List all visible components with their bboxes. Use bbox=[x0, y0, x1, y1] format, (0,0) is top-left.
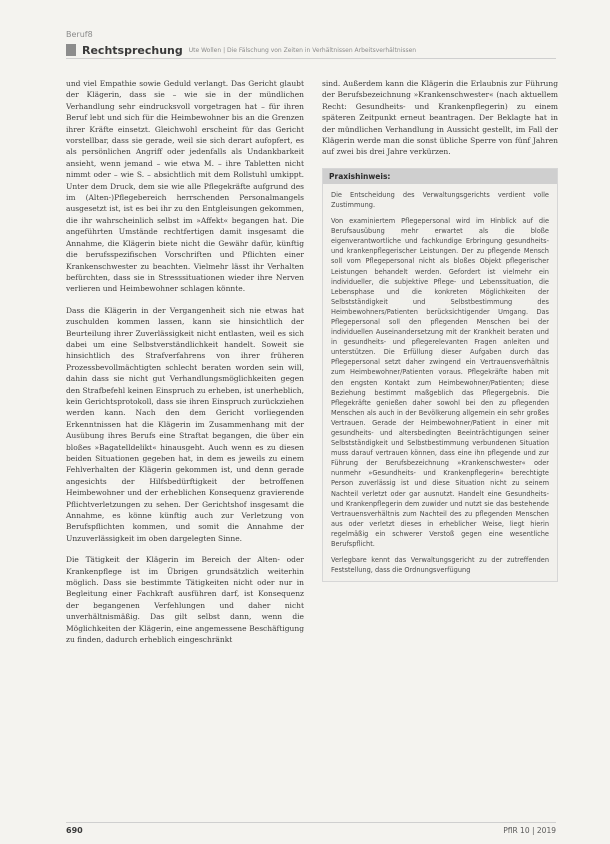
paragraph: und viel Empathie sowie Geduld verlangt. Das Gericht glaubt der Klägerin, dass sie – wie sie in der mündlichen Verhandlung sehr eindrucksvoll vorgetragen hat – für ihren Beruf lebt und sich für die Heimbewohner bis an die Grenzen ihrer Kräfte einsetzt. Gleichwohl erscheint für das Gericht vorstellbar, dass sie gerade, weil sie sich derart aufopfert, es als persönlichen Angriff oder jedenfalls als Undankbarkeit ansieht, wenn jemand – wie etwa M. – ihre Tabletten nicht nimmt oder – wie S. – absichtlich mit dem Rollstuhl umkippt. Unter dem Druck, dem sie wie alle Pflegekräfte aufgrund des im (Alten-)Pflegebereich herrschenden Personalmangels ausgesetzt ist, ist es bei ihr zu den Entgleisungen gekommen, die ihr wahrscheinlich selbst im »Affekt« begangen hat. Die angeführten Umstände rechtfertigen damit insgesamt die Annahme, die Klägerin biete nicht die Gewähr dafür, künftig die berufsspezifischen Vorschriften und Pflichten einer Krankenschwester zu beachten. Vielmehr lässt ihr Verhalten befürchten, dass sie in Stresssituationen wieder ihre Nerven verlieren und Heimbewohner schlagen könnte. bbox=[66, 79, 304, 294]
practice-note-paragraph: Von examiniertem Pflegepersonal wird im Hinblick auf die Berufsausübung mehr erwartet als die bloße eigenverantwortliche und fachkundige Erbringung gesundheits- und krankenpflegerischer Leistungen. Der zu pflegende Mensch soll vom Pflegepersonal nicht als bloßes Objekt pflegerischer Leistungen behandelt werden. Gefordert ist vielmehr ein individueller, die subjektive Pflege- und Lebenssituation, die Lebensphase und die konkreten Möglichkeiten der Selbstständigkeit und Selbstbestimmung des Heimbewohners/Patienten berücksichtigender Umgang. Das Pflegepersonal soll den pflegenden Menschen bei der individuellen Auseinandersetzung mit der Krankheit beraten und in gesundheits- und pflegerelevanten Fragen anleiten und unterstützen. Die Erfüllung dieser Aufgaben durch das Pflegepersonal setzt daher zwingend ein Vertrauensverhältnis zum Heimbewohner/Patienten voraus. Pflegekräfte haben mit den engsten Kontakt zum Heimbewohner/Patienten; diese Beziehung bestimmt maßgeblich das Pflegergebnis. Die Pflegekräfte genießen daher sowohl bei den zu pflegenden Menschen als auch in der Bevölkerung allgemein ein sehr großes Vertrauen. Gerade der Heimbewohner/Patient in einer mit gesundheits- und altersbedingten Beeinträchtigungen seiner Selbstständigkeit und Selbstbestimmung verbundenen Situation muss darauf vertrauen können, dass eine ihn pflegende und zur Führung der Berufsbezeichnung »Krankenschwester« oder nunmehr »Gesundheits- und Krankenpflegerin« berechtigte Person zuverlässig ist und diese Situation nicht zu seinem Nachteil verletzt oder gar ausnutzt. Handelt eine Gesundheits- und Krankenpflegerin dem zuwider und nutzt sie das bestehende Vertrauensverhältnis zum Nachteil des zu pflegenden Menschen aus oder verletzt dieses in erheblicher Weise, liegt hierin regelmäßig ein schwerer Verstoß gegen eine wesentliche Berufspflicht. bbox=[331, 217, 549, 549]
section-title: Rechtsprechung bbox=[82, 43, 183, 57]
paragraph: Dass die Klägerin in der Vergangenheit sich nie etwas hat zuschulden kommen lassen, kann sie hinsichtlich der Beurteilung ihrer Zuverlässigkeit nicht entlasten, weil es sich dabei um eine Selbstverständlichkeit handelt. Soweit sie hinsichtlich des Strafverfahrens von ihrer früheren Prozessbevollmächtigten schlecht beraten worden sein will, dahin dass sie nicht gut Verhandlungsmöglichkeiten gegen den Strafbefehl keinen Einspruch zu erheben, ist unerheblich, kein Gerichtsprotokoll, dass sie ihren Einspruch zurückziehen werden kann. Nach den dem Gericht vorliegenden Erkenntnissen hat die Klägerin im Zusammenhang mit der Ausübung ihres Berufs eine Straftat begangen, die über ein bloßes »Bagatelldelikt« hinausgeht. Auch wenn es zu diesen beiden Situationen gegeben hat, in dem es jeweils zu einem Fehlverhalten der Klägerin gekommen ist, und denn gerade angesichts der Hilfsbedürftigkeit der betroffenen Heimbewohner und der erheblichen Konsequenz gravierende Pflichtverletzungen zu sehen. Der Gerichtshof insgesamt die Annahme, es könne künftig auch zur Verletzung von Berufspflichten kommen, und somit die Annahme der Unzuverlässigkeit im oben dargelegten Sinne. bbox=[66, 305, 304, 543]
left-column bbox=[66, 78, 304, 656]
right-column bbox=[322, 78, 558, 582]
journal-reference: PflR 10 | 2019 bbox=[503, 826, 556, 835]
paragraph: Die Tätigkeit der Klägerin im Bereich der Alten- oder Krankenpflege ist im Übrigen grundsätzlich weiterhin möglich. Dass sie bestimmte Tätigkeiten nicht oder nur in Begleitung einer Fachkraft ausführen darf, ist Konsequenz der begangenen Verfehlungen und daher nicht unverhältnismäßig. Das gilt selbst dann, wenn die Möglichkeiten der Klägerin, eine angemessene Beschäftigung zu finden, dadurch erheblich eingeschränkt bbox=[66, 555, 304, 645]
page-header bbox=[66, 42, 556, 59]
practice-note-box bbox=[322, 168, 558, 582]
practice-note-heading: Praxishinweis: bbox=[323, 169, 557, 184]
header-subtitle: Ute Wollen | Die Fälschung von Zeiten in Verhältnissen Arbeitsverhältnissen bbox=[188, 46, 417, 54]
footer-rule bbox=[66, 822, 556, 823]
practice-note-paragraph: Die Entscheidung des Verwaltungsgerichts verdient volle Zustimmung. bbox=[331, 190, 549, 209]
page-number: 690 bbox=[66, 826, 83, 835]
section-kicker: Beruf8 bbox=[66, 30, 93, 39]
practice-note-paragraph: Verlegbare kennt das Verwaltungsgericht zu der zutreffenden Feststellung, dass die Ordnungsverfügung bbox=[331, 556, 549, 575]
paragraph: sind. Außerdem kann die Klägerin die Erlaubnis zur Führung der Berufsbezeichnung »Krankenschwester« (nach aktuellem Recht: Gesundheits- und Krankenpflegerin) zu einem späteren Zeitpunkt erneut beantragen. Der Beklagte hat in der mündlichen Verhandlung in Aussicht gestellt, im Fall der Klägerin werde man die sonst übliche Sperre von fünf Jahren auf zwei bis drei Jahre verkürzen. bbox=[322, 79, 558, 157]
header-marker bbox=[66, 44, 76, 56]
